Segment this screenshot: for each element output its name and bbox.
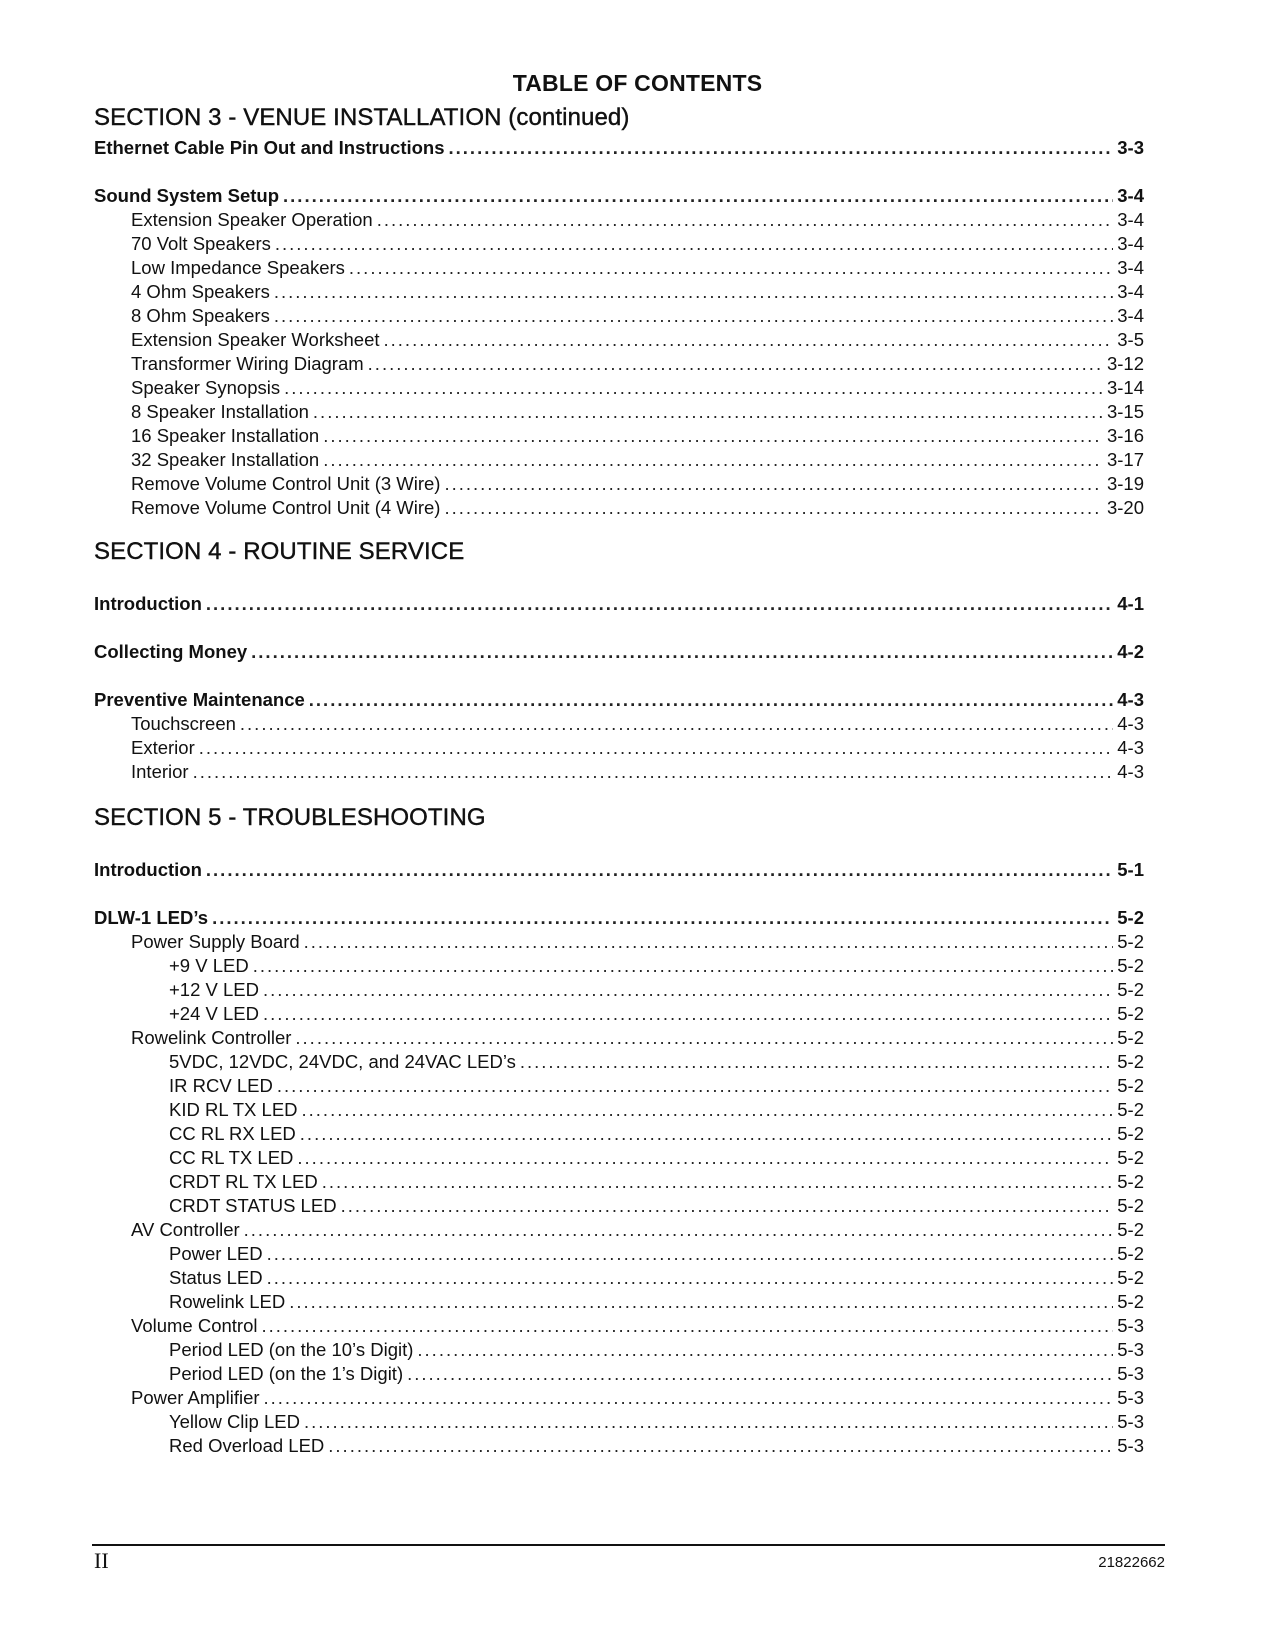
toc-entry-label: Extension Speaker Worksheet	[131, 329, 380, 350]
toc-entry[interactable]	[169, 1291, 1144, 1315]
dot-leader	[444, 473, 1103, 495]
toc-entry-page: 3-4	[1117, 209, 1144, 230]
dot-leader	[328, 1435, 1113, 1457]
toc-entry-label: 70 Volt Speakers	[131, 233, 271, 254]
toc-entry[interactable]	[169, 1147, 1144, 1171]
dot-leader	[449, 137, 1114, 159]
toc-entry-label: Yellow Clip LED	[169, 1411, 300, 1432]
dot-leader	[295, 1027, 1113, 1049]
dot-leader	[323, 449, 1103, 471]
toc-entry-label: Collecting Money	[94, 641, 248, 662]
toc-entry-label: 8 Speaker Installation	[131, 401, 309, 422]
toc-entry-label: Transformer Wiring Diagram	[131, 353, 364, 374]
dot-leader	[341, 1195, 1114, 1217]
toc-entry-page: 5-2	[1117, 979, 1144, 1000]
dot-leader	[309, 689, 1113, 711]
dot-leader	[274, 281, 1113, 303]
toc-entry-label: 8 Ohm Speakers	[131, 305, 270, 326]
dot-leader	[349, 257, 1113, 279]
toc-entry-label: Remove Volume Control Unit (3 Wire)	[131, 473, 441, 494]
toc-entry-page: 5-2	[1117, 1147, 1144, 1168]
toc-entry-page: 5-3	[1117, 1339, 1144, 1360]
toc-title: TABLE OF CONTENTS	[512, 70, 763, 96]
toc-entry-label: 16 Speaker Installation	[131, 425, 320, 446]
toc-entry[interactable]	[169, 1003, 1144, 1027]
toc-entry[interactable]	[169, 1123, 1144, 1147]
dot-leader	[417, 1339, 1113, 1361]
toc-entry[interactable]	[131, 737, 1144, 761]
toc-entry-label: Status LED	[169, 1267, 263, 1288]
toc-entry-page: 5-2	[1117, 907, 1144, 928]
toc-entry-label: Touchscreen	[131, 713, 236, 734]
dot-leader	[297, 1147, 1113, 1169]
toc-entry-page: 5-2	[1117, 1123, 1144, 1144]
toc-entry-page: 3-4	[1117, 281, 1144, 302]
toc-entry-label: Red Overload LED	[169, 1435, 325, 1456]
toc-entry-page: 3-3	[1117, 137, 1144, 158]
toc-entry[interactable]	[169, 1267, 1144, 1291]
toc-entry-page: 4-1	[1117, 593, 1144, 614]
toc-entry-page: 5-2	[1117, 1003, 1144, 1024]
toc-entry[interactable]	[169, 1411, 1144, 1435]
toc-entry-page: 3-16	[1106, 425, 1144, 446]
toc-entry-page: 3-14	[1106, 377, 1144, 398]
dot-leader	[384, 329, 1114, 351]
toc-entry[interactable]	[169, 1051, 1144, 1075]
section-5-heading: SECTION 5 - TROUBLESHOOTING	[94, 804, 486, 831]
toc-entry-sound-system-setup[interactable]	[94, 185, 1144, 209]
toc-entry-label: Period LED (on the 10’s Digit)	[169, 1339, 414, 1360]
toc-entry-label: Remove Volume Control Unit (4 Wire)	[131, 497, 441, 518]
dot-leader	[240, 713, 1113, 735]
toc-entry-label: Power Supply Board	[131, 931, 300, 952]
toc-entry[interactable]	[131, 713, 1144, 737]
dot-leader	[274, 305, 1113, 327]
toc-entry[interactable]	[169, 979, 1144, 1003]
dot-leader	[263, 979, 1113, 1001]
toc-entry[interactable]	[131, 497, 1144, 521]
toc-entry-label: 5VDC, 12VDC, 24VDC, and 24VAC LED’s	[169, 1051, 516, 1072]
toc-entry-page: 5-2	[1117, 1051, 1144, 1072]
dot-leader	[283, 185, 1113, 207]
toc-entry[interactable]	[131, 449, 1144, 473]
footer-rule	[92, 1544, 1165, 1546]
section-4-heading: SECTION 4 - ROUTINE SERVICE	[94, 538, 465, 565]
toc-entry-label: KID RL TX LED	[169, 1099, 298, 1120]
dot-leader	[275, 233, 1113, 255]
toc-entry[interactable]	[131, 257, 1144, 281]
toc-entry-label: CRDT STATUS LED	[169, 1195, 337, 1216]
toc-entry-label: AV Controller	[131, 1219, 240, 1240]
toc-entry-page: 5-2	[1117, 1075, 1144, 1096]
toc-entry-preventive-maintenance[interactable]	[94, 689, 1144, 713]
toc-entry-page: 4-3	[1117, 713, 1144, 734]
toc-entry[interactable]	[169, 1363, 1144, 1387]
toc-entry[interactable]	[131, 209, 1144, 233]
toc-entry-page: 5-2	[1117, 955, 1144, 976]
toc-entry-label: Speaker Synopsis	[131, 377, 281, 398]
toc-entry[interactable]	[131, 1027, 1144, 1051]
dot-leader	[261, 1315, 1113, 1337]
toc-entry[interactable]	[131, 1387, 1144, 1411]
dot-leader	[277, 1075, 1113, 1097]
toc-entry[interactable]	[131, 931, 1144, 955]
toc-entry-label: Sound System Setup	[94, 185, 280, 206]
toc-entry-label: Rowelink Controller	[131, 1027, 292, 1048]
toc-entry-label: Exterior	[131, 737, 195, 758]
toc-entry-label: CC RL TX LED	[169, 1147, 294, 1168]
toc-entry[interactable]	[169, 955, 1144, 979]
toc-entry-page: 3-19	[1106, 473, 1144, 494]
toc-entry-label: Interior	[131, 761, 189, 782]
dot-leader	[193, 761, 1114, 783]
dot-leader	[199, 737, 1114, 759]
dot-leader	[377, 209, 1114, 231]
document-number: 21822662	[1098, 1554, 1165, 1571]
toc-entry[interactable]	[131, 353, 1144, 377]
toc-entry-page: 4-3	[1117, 689, 1144, 710]
dot-leader	[300, 1123, 1113, 1145]
dot-leader	[304, 931, 1114, 953]
toc-entry-label: +24 V LED	[169, 1003, 259, 1024]
toc-entry-page: 3-17	[1106, 449, 1144, 470]
toc-entry[interactable]	[169, 1339, 1144, 1363]
toc-entry-introduction-4[interactable]	[94, 593, 1144, 617]
toc-entry-label: 32 Speaker Installation	[131, 449, 320, 470]
toc-entry[interactable]	[169, 1195, 1144, 1219]
dot-leader	[313, 401, 1103, 423]
toc-entry-page: 3-15	[1106, 401, 1144, 422]
section-3-heading: SECTION 3 - VENUE INSTALLATION (continued)	[94, 104, 630, 131]
toc-entry-page: 4-2	[1117, 641, 1144, 662]
toc-entry-label: Volume Control	[131, 1315, 258, 1336]
dot-leader	[267, 1243, 1114, 1265]
dot-leader	[284, 377, 1103, 399]
toc-entry-label: Rowelink LED	[169, 1291, 286, 1312]
toc-entry-page: 3-12	[1106, 353, 1144, 374]
toc-entry-page: 4-3	[1117, 761, 1144, 782]
toc-entry-page: 5-2	[1117, 1195, 1144, 1216]
dot-leader	[444, 497, 1103, 519]
dot-leader	[407, 1363, 1113, 1385]
toc-entry-label: Introduction	[94, 859, 202, 880]
toc-entry-label: Power LED	[169, 1243, 263, 1264]
dot-leader	[304, 1411, 1113, 1433]
toc-entry[interactable]	[131, 233, 1144, 257]
toc-entry-page: 5-2	[1117, 1267, 1144, 1288]
toc-entry[interactable]	[169, 1099, 1144, 1123]
toc-entry-label: Introduction	[94, 593, 202, 614]
toc-entry[interactable]	[169, 1075, 1144, 1099]
toc-entry-page: 5-3	[1117, 1411, 1144, 1432]
toc-entry-label: Power Amplifier	[131, 1387, 260, 1408]
toc-entry[interactable]	[131, 377, 1144, 401]
toc-entry-label: Preventive Maintenance	[94, 689, 305, 710]
toc-entry-label: Ethernet Cable Pin Out and Instructions	[94, 137, 445, 158]
toc-entry[interactable]	[131, 401, 1144, 425]
toc-entry-page: 5-2	[1117, 1219, 1144, 1240]
dot-leader	[302, 1099, 1114, 1121]
dot-leader	[212, 907, 1113, 929]
toc-entry-label: DLW-1 LED’s	[94, 907, 209, 928]
dot-leader	[251, 641, 1113, 663]
toc-entry[interactable]	[131, 305, 1144, 329]
toc-entry-introduction-5[interactable]	[94, 859, 1144, 883]
toc-entry-label: CRDT RL TX LED	[169, 1171, 318, 1192]
toc-entry-page: 3-5	[1117, 329, 1144, 350]
dot-leader	[264, 1387, 1114, 1409]
dot-leader	[322, 1171, 1114, 1193]
toc-entry[interactable]	[169, 1171, 1144, 1195]
dot-leader	[244, 1219, 1114, 1241]
dot-leader	[253, 955, 1114, 977]
toc-entry-page: 5-2	[1117, 1099, 1144, 1120]
toc-entry-ethernet-cable[interactable]	[94, 137, 1144, 161]
dot-leader	[289, 1291, 1113, 1313]
dot-leader	[368, 353, 1103, 375]
toc-entry-page: 3-20	[1106, 497, 1144, 518]
toc-entry[interactable]	[131, 1315, 1144, 1339]
toc-entry-page: 5-2	[1117, 931, 1144, 952]
toc-entry-dlw1-leds[interactable]	[94, 907, 1144, 931]
toc-entry[interactable]	[169, 1243, 1144, 1267]
dot-leader	[267, 1267, 1114, 1289]
toc-entry-label: Extension Speaker Operation	[131, 209, 373, 230]
toc-entry-label: Low Impedance Speakers	[131, 257, 345, 278]
toc-entry-page: 5-3	[1117, 1315, 1144, 1336]
toc-entry-page: 5-3	[1117, 1435, 1144, 1456]
toc-entry-page: 5-2	[1117, 1027, 1144, 1048]
toc-entry[interactable]	[131, 425, 1144, 449]
dot-leader	[206, 593, 1113, 615]
toc-entry-collecting-money[interactable]	[94, 641, 1144, 665]
toc-entry-label: Period LED (on the 1’s Digit)	[169, 1363, 404, 1384]
toc-entry-page: 3-4	[1117, 257, 1144, 278]
toc-entry-label: IR RCV LED	[169, 1075, 273, 1096]
toc-entry[interactable]	[131, 1219, 1144, 1243]
toc-entry-page: 5-2	[1117, 1171, 1144, 1192]
toc-entry-label: +9 V LED	[169, 955, 249, 976]
toc-entry-page: 5-2	[1117, 1291, 1144, 1312]
toc-entry-page: 3-4	[1117, 305, 1144, 326]
toc-entry-page: 3-4	[1117, 185, 1144, 206]
toc-entry[interactable]	[169, 1435, 1144, 1459]
toc-entry-page: 5-3	[1117, 1387, 1144, 1408]
toc-entry[interactable]	[131, 761, 1144, 785]
dot-leader	[520, 1051, 1113, 1073]
toc-entry[interactable]	[131, 281, 1144, 305]
toc-entry-label: 4 Ohm Speakers	[131, 281, 270, 302]
toc-entry-label: CC RL RX LED	[169, 1123, 296, 1144]
toc-entry-page: 5-3	[1117, 1363, 1144, 1384]
toc-entry[interactable]	[131, 329, 1144, 353]
dot-leader	[263, 1003, 1113, 1025]
toc-entry-page: 4-3	[1117, 737, 1144, 758]
page-number: II	[94, 1548, 109, 1573]
toc-entry-label: +12 V LED	[169, 979, 259, 1000]
dot-leader	[206, 859, 1113, 881]
toc-entry-page: 3-4	[1117, 233, 1144, 254]
toc-entry[interactable]	[131, 473, 1144, 497]
toc-entry-page: 5-2	[1117, 1243, 1144, 1264]
toc-entry-page: 5-1	[1117, 859, 1144, 880]
dot-leader	[323, 425, 1103, 447]
